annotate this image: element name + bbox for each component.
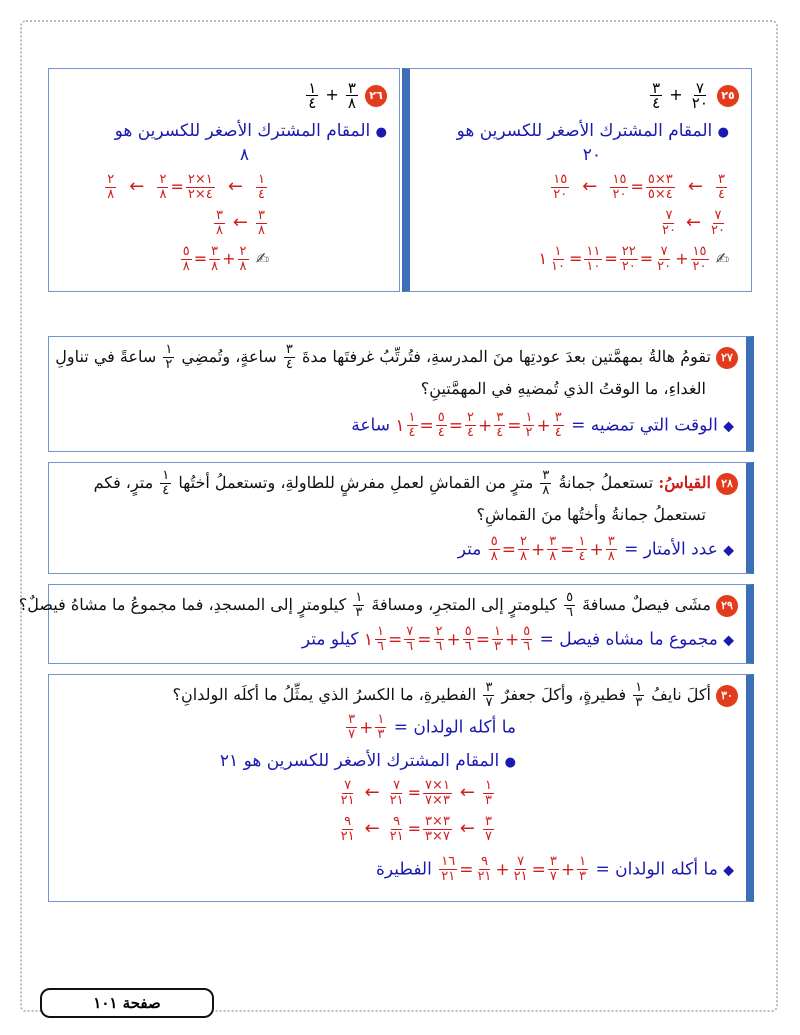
question-text-line2: الغداءِ، ما الوقتُ الذي تُمضيهِ في المهمَّتينِ؟ bbox=[420, 379, 706, 398]
lcd-value: ٢٠ bbox=[582, 145, 601, 165]
answer-label: مجموع ما مشاه فيصل = bbox=[539, 629, 718, 650]
problem-number: ٢٦ bbox=[365, 85, 387, 107]
lcd-value: ٨ bbox=[239, 145, 249, 165]
question-text: مشَى فيصلٌ مسافةَ bbox=[582, 595, 711, 614]
question-text-2: ساعةٍ، وتُمضِي bbox=[181, 347, 277, 366]
question-text-2: فطيرةٍ، وأكلَ جعفرٌ bbox=[501, 685, 627, 704]
answer-unit: ساعة bbox=[351, 415, 390, 436]
answer-label: الوقت التي تمضيه = bbox=[571, 415, 718, 436]
problem-25-box: ٢٥ $\frac{٧}{٢٠}$ + $\frac{٣}{٤}$ ● المقام المشترك الأصغر للكسرين هو ٢٠ $\frac{٣}{٤}$ ← $\frac{٣\times ٥}{٤\times ٥}$ = $\frac{١٥}{٢٠}$ ← $\frac{١٥}{٢٠}$ $\frac{٧}{٢٠}$ ← $\frac{٧}{٢٠}$ ✍ $\frac{١٥}{٢٠}$ + $\frac{٧}{٢٠}$ = $\frac{٢٢}{٢٠}$ = $\frac{١١}{١٠}$ = $\frac{١}{١٠}$ ١ bbox=[402, 68, 752, 292]
lcd-value: ٢١ bbox=[219, 751, 239, 771]
question-text: تستعملُ جمانةُ bbox=[558, 473, 654, 492]
topic-tag: القياسُ: bbox=[658, 473, 711, 492]
problem-27-box: ٢٧ تقومُ هالةُ بمهمَّتين بعدَ عودتِها منَ المدرسةِ، فتُرتِّبُ غرفتَها مدةَ $\frac{٣}{٤}$ ساعةٍ، وتُمضِي $\frac{١}{٢}$ ساعةً في تناولِ الغداءِ، ما الوقتُ الذي تُمضيهِ في المهمَّتينِ؟ ◆ الوقت التي تمضيه = $\frac{٣}{٤}$ + $\frac{١}{٢}$ = $\frac{٣}{٤}$ + $\frac{٢}{٤}$ = $\frac{٥}{٤}$ = $\frac{١}{٤}$ ١ ساعة bbox=[48, 336, 754, 452]
problem-30-box: ٣٠ أكلَ نايفُ $\frac{١}{٣}$ فطيرةٍ، وأكلَ جعفرٌ $\frac{٣}{٧}$ الفطيرةِ، ما الكسرُ الذي يمثِّلُ ما أكلَه الولدانِ؟ ما أكله الولدان = $\frac{١}{٣}$ + $\frac{٣}{٧}$ ● المقام المشترك الأصغر للكسرين هو ٢١ $\frac{١}{٣}$ ← $\frac{١\times ٧}{٣\times ٧}$ = $\frac{٧}{٢١}$ ← $\frac{٧}{٢١}$ $\frac{٣}{٧}$ ← $\frac{٣\times ٣}{٧\times ٣}$ = $\frac{٩}{٢١}$ ← $\frac{٩}{٢١}$ ◆ ما أكله الولدان = $\frac{١}{٣}$ + $\frac{٣}{٧}$ = $\frac{٧}{٢١}$ + $\frac{٩}{٢١}$ = $\frac{١٦}{٢١}$ الفطيرة bbox=[48, 674, 754, 902]
problem-28-box: ٢٨ القياسُ: تستعملُ جمانةُ $\frac{٣}{٨}$ مترٍ من القماشِ لعملِ مفرشٍ للطاولةِ، وتستعملُ أختُها $\frac{١}{٤}$ مترٍ، فكم تستعملُ جمانةُ وأختُها منَ القماشِ؟ ◆ عدد الأمتار = $\frac{٣}{٨}$ + $\frac{١}{٤}$ = $\frac{٣}{٨}$ + $\frac{٢}{٨}$ = $\frac{٥}{٨}$ متر bbox=[48, 462, 754, 574]
answer-label: عدد الأمتار = bbox=[624, 539, 718, 560]
question-text-line2: تستعملُ جمانةُ وأختُها منَ القماشِ؟ bbox=[476, 505, 706, 524]
lcd-text: المقام المشترك الأصغر للكسرين هو bbox=[243, 751, 500, 771]
page-number-badge: صفحة ١٠١ bbox=[40, 988, 214, 1018]
problem-number: ٢٧ bbox=[716, 347, 738, 369]
problem-26-box: ٢٦ $\frac{٣}{٨}$ + $\frac{١}{٤}$ ● المقام المشترك الأصغر للكسرين هو ٨ $\frac{١}{٤}$ ← $\frac{١\times ٢}{٤\times ٢}$ = $\frac{٢}{٨}$ ← $\frac{٢}{٨}$ $\frac{٣}{٨}$ ← $\frac{٣}{٨}$ ✍ $\frac{٢}{٨}$ + $\frac{٣}{٨}$ = $\frac{٥}{٨}$ bbox=[48, 68, 400, 292]
lcd-text: المقام المشترك الأصغر للكسرين هو bbox=[456, 121, 713, 141]
problem-number: ٢٩ bbox=[716, 595, 738, 617]
lcd-text: المقام المشترك الأصغر للكسرين هو bbox=[114, 121, 371, 141]
question-text-3: ساعةً في تناولِ bbox=[55, 347, 157, 366]
expression-label: ما أكله الولدان = bbox=[393, 717, 516, 738]
answer-unit: متر bbox=[457, 539, 482, 560]
problem-number: ٢٨ bbox=[716, 473, 738, 495]
question-text-2: كيلومترٍ إلى المتجرِ، ومسافةَ bbox=[371, 595, 557, 614]
question-text: أكلَ نايفُ bbox=[651, 685, 711, 704]
answer-unit: الفطيرة bbox=[375, 859, 432, 880]
question-text: تقومُ هالةُ بمهمَّتين بعدَ عودتِها منَ المدرسةِ، فتُرتِّبُ غرفتَها مدةَ bbox=[301, 347, 711, 366]
question-text-2: مترٍ من القماشِ لعملِ مفرشٍ للطاولةِ، وتستعملُ أختُها bbox=[178, 473, 534, 492]
problem-number: ٣٠ bbox=[716, 685, 738, 707]
question-text-3: الفطيرةِ، ما الكسرُ الذي يمثِّلُ ما أكلَه الولدانِ؟ bbox=[172, 685, 477, 704]
problem-29-box: ٢٩ مشَى فيصلٌ مسافةَ $\frac{٥}{٦}$ كيلومترٍ إلى المتجرِ، ومسافةَ $\frac{١}{٣}$ كيلومترٍ إلى المسجدِ، فما مجموعُ ما مشاهُ فيصلٌ؟ ◆ مجموع ما مشاه فيصل = $\frac{٥}{٦}$ + $\frac{١}{٣}$ = $\frac{٥}{٦}$ + $\frac{٢}{٦}$ = $\frac{٧}{٦}$ = $\frac{١}{٦}$ ١ كيلو متر bbox=[48, 584, 754, 664]
answer-label: ما أكله الولدان = bbox=[595, 859, 718, 880]
answer-unit: كيلو متر bbox=[301, 629, 359, 650]
problem-number: ٢٥ bbox=[717, 85, 739, 107]
question-text-3: كيلومترٍ إلى المسجدِ، فما مجموعُ ما مشاهُ فيصلٌ؟ bbox=[18, 595, 347, 614]
question-text-3: مترٍ، فكم bbox=[93, 473, 154, 492]
